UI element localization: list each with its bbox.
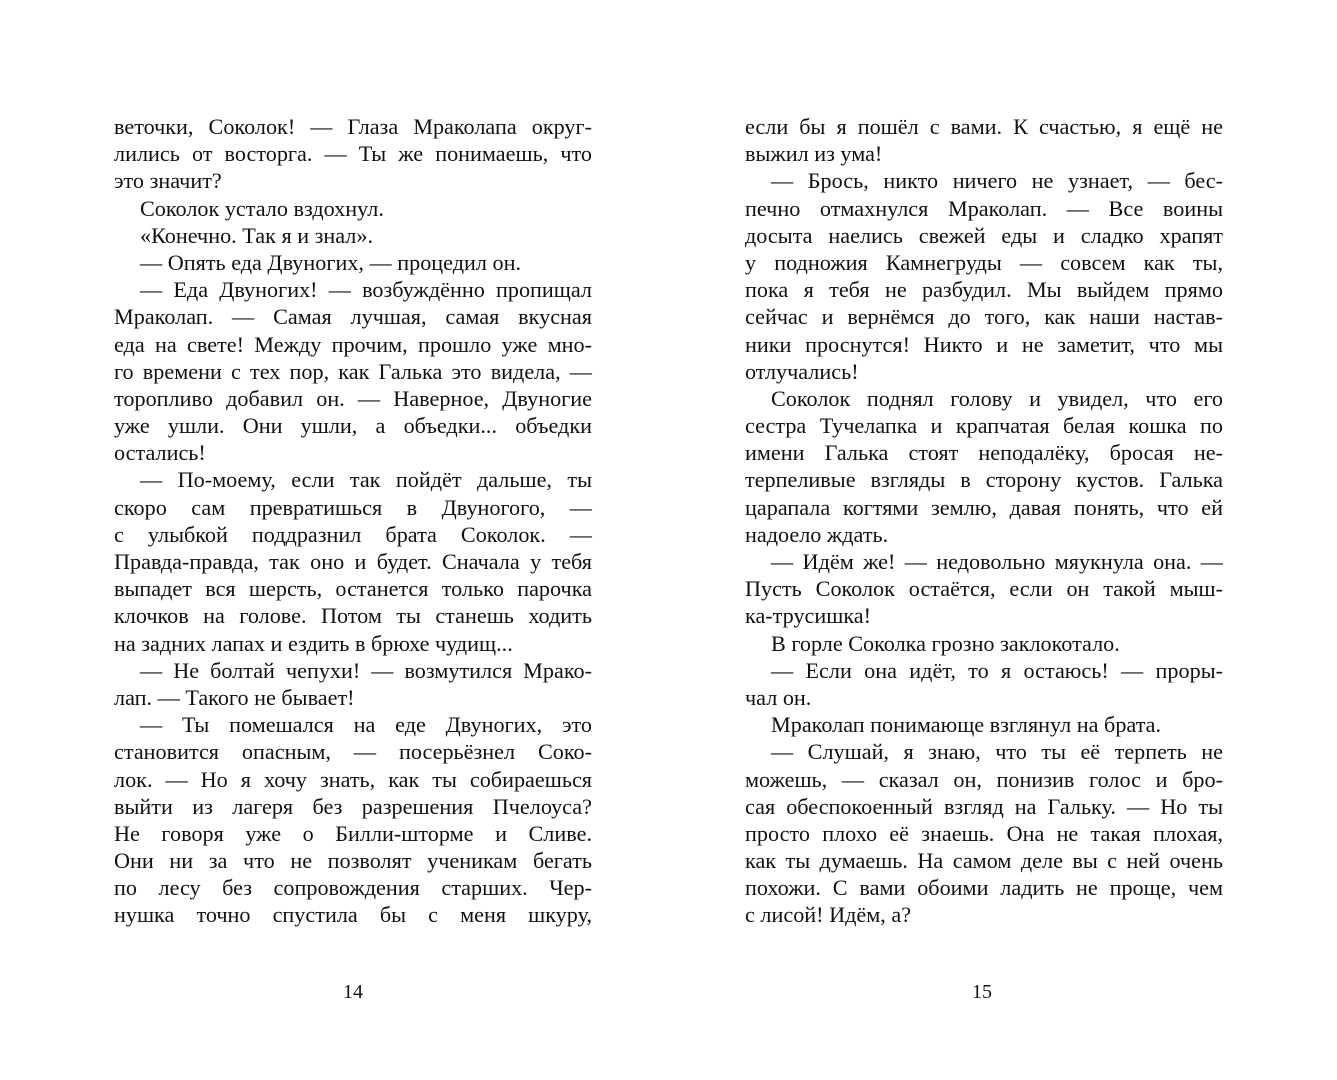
text-line: царапала когтями землю, давая понять, что ей [745,494,1223,520]
text-line: сая обеспокоенный взгляд на Гальку. — Но ты [745,793,1223,819]
text-line: ка-трусишка! [745,603,872,629]
text-line: ники проснутся! Никто и не заметит, что мы [745,331,1223,357]
text-line: терпеливые взгляды в сторону кустов. Галька [745,467,1223,493]
text-line: веточки, Соколок! — Глаза Мраколапа округ- [114,114,592,139]
text-line: Мраколап. — Самая лучшая, самая вкусная [114,304,592,330]
left-page-text [114,113,592,929]
right-page-text [745,113,1223,929]
text-line: — Идём же! — недовольно мяукнула она. — [771,549,1223,574]
text-line: Правда-правда, так оно и будет. Сначала у тебя [114,549,592,574]
text-line: Пусть Соколок остаётся, если он такой мыш- [745,576,1223,602]
text-line: — Ты помешался на еде Двуногих, это [140,712,592,738]
right-page-number: 15 [972,981,992,1003]
text-line: это значит? [114,168,222,194]
text-line: торопливо добавил он. — Наверное, Двуногие [114,385,592,411]
text-line: Они ни за что не позволят ученикам бегать [114,848,592,874]
text-line: — Опять еда Двуногих, — процедил он. [140,249,522,275]
text-line: сейчас и вернёмся до того, как наши настав- [745,304,1223,330]
text-line: лились от восторга. — Ты же понимаешь, что [114,141,592,167]
text-line: лап. — Такого не бывает! [114,684,355,710]
text-line: просто плохо её знаешь. Она не такая плохая, [745,820,1223,846]
text-line: с улыбкой поддразнил брата Соколок. — [114,521,592,547]
text-line: по лесу без сопровождения старших. Чер- [114,875,592,901]
text-line: можешь, — сказал он, понизив голос и бро- [745,766,1223,792]
text-line: похожи. С вами обоими ладить не проще, чем [745,875,1223,901]
text-line: Соколок устало вздохнул. [140,195,384,221]
text-line: на задних лапах и ездить в брюхе чудищ... [114,630,513,656]
text-line: выжил из ума! [745,141,883,167]
text-line: — Слушай, я знаю, что ты её терпеть не [771,739,1223,765]
text-line: «Конечно. Так я и знал». [140,222,374,248]
text-line: — Не болтай чепухи! — возмутился Мрако- [140,657,592,683]
text-line: Не говоря уже о Билли-шторме и Сливе. [114,820,592,846]
text-line: В горле Соколка грозно заклокотало. [771,630,1120,656]
text-line: отлучались! [745,358,859,384]
text-line: — По-моему, если так пойдёт дальше, ты [140,467,592,493]
text-line: пока я тебя не разбудил. Мы выйдем прямо [745,277,1223,303]
text-line: Мраколап понимающе взглянул на брата. [771,712,1162,738]
text-line: если бы я пошёл с вами. К счастью, я ещё не [745,114,1223,139]
text-line: печно отмахнулся Мраколап. — Все воины [745,195,1223,221]
text-line: — Брось, никто ничего не узнает, — бес- [771,168,1223,194]
text-line: еда на свете! Между прочим, прошло уже мно- [114,331,592,357]
text-line: с лисой! Идём, а? [745,902,912,928]
text-line: остались! [114,440,206,466]
text-line: надоело ждать. [745,521,889,547]
text-line: становится опасным, — посерьёзнел Соко- [114,739,592,765]
text-line: чал он. [745,684,812,710]
text-line: скоро сам превратишься в Двуногого, — [114,494,592,520]
text-line: выпадет вся шерсть, останется только парочка [114,576,592,602]
text-line: имени Галька стоят неподалёку, бросая не- [745,440,1223,466]
text-line: досыта наелись свежей еды и сладко храпят [745,222,1223,248]
text-line: уже ушли. Они ушли, а объедки... объедки [114,413,592,439]
text-line: нушка точно спустила бы с меня шкуру, [114,902,592,928]
text-line: Соколок поднял голову и увидел, что его [771,385,1223,411]
text-line: сестра Тучелапка и крапчатая белая кошка по [745,413,1223,439]
text-line: у подножия Камнегруды — совсем как ты, [745,249,1223,275]
left-page-number: 14 [343,981,363,1003]
text-line: — Если она идёт, то я остаюсь! — проры- [771,657,1223,683]
text-line: — Еда Двуногих! — возбуждённо пропищал [140,277,592,303]
text-line: го времени с тех пор, как Галька это видела, — [114,358,592,384]
text-line: выйти из лагеря без разрешения Пчелоуса? [114,793,592,819]
text-line: как ты думаешь. На самом деле вы с ней очень [745,848,1223,874]
text-line: клочков на голове. Потом ты станешь ходить [114,603,592,629]
text-line: лок. — Но я хочу знать, как ты собираешься [114,766,592,792]
